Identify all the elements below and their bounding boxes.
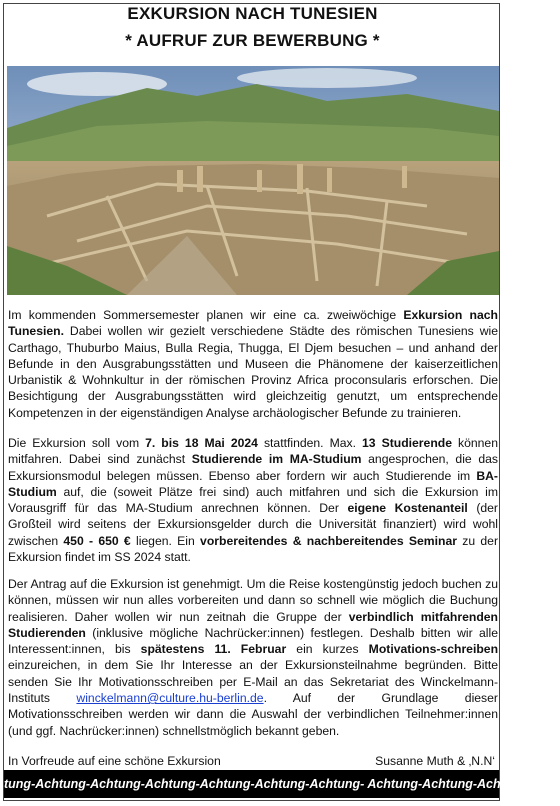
text-span: Dabei wollen wir gezielt verschiedene Städte des römischen Tunesiens wie Carthago, Thuburbo Maius, Bulla Regia, Thugga, El Djem besuchen – und anhand der Befunde in den Ausgrabungsstätten und Museen die Phänomene der kaiserzeitlichen Urbanistik & Wohnkultur in der römischen Provinz Africa proconsularis erforschen. Die Besichtigung der Ausgrabungsstätten wird gleichzeitig genutzt, um entsprechende Kompetenzen in der eigenständigen Analyse archäologischer Befunde zu trainieren. [8,324,498,420]
signature: Susanne Muth & ‚N.N‘ [375,754,495,768]
bold-text: Studierende im MA-Studium [191,452,362,467]
text-span: ein kurzes [286,642,369,657]
text-span: (inklusive mögliche Nachrücker:innen) festlegen. Deshalb bitten wir alle Interessent:innen, bis [8,625,498,657]
text-span: können mitfahren. Dabei sind zunächst [8,436,498,467]
email-link[interactable]: winckelmann@culture.hu-berlin.de [76,691,264,706]
text-span: auf, die (soweit Plätze frei sind) auch mitfahren und sich die Exkursion im Vorausgriff für das MA-Studium anrechnen können. Der [8,484,498,516]
bold-text: 7. bis 18 Mai 2024 [145,436,258,450]
bold-text: verbindlich mitfahrenden Studierenden [8,609,498,640]
details-paragraph [8,435,498,565]
text-span: (der Großteil wird seitens der Exkursionsgelder durch die Universität finanziert) wird wohl zwischen [8,501,498,548]
text-span: Die Exkursion soll vom [8,436,146,450]
bold-text: Motivations-schreiben [368,642,499,657]
bold-text: BA-Studium [8,468,498,499]
page-subtitle: * AUFRUF ZUR BEWERBUNG * [125,31,380,50]
page-title: EXKURSION NACH TUNESIEN [127,4,378,23]
bold-text: 450 - 650 € [63,533,131,548]
ruins-photo-illustration [7,66,499,295]
bold-text: Exkursion nach Tunesien. [8,308,498,339]
text-span: angesprochen, die das Exkursionsmodul belegen müssen. Ebenso aber fordern wir auch Studierende im [8,452,498,483]
bold-text: 13 Studierende [362,436,452,450]
text-span: . Auf der Grundlage dieser Motivationsschreiben werden wir dann die Auswahl der verbindlichen Teilnehmer:innen (und ggf. Nachrücker:innen) schnellstmöglich bekannt geben. [8,691,498,738]
text-span: zu der Exkursion findet im SS 2024 statt. [8,533,499,565]
closing-line: In Vorfreude auf eine schöne Exkursion [8,754,221,768]
text-span: liegen. Ein [130,533,201,548]
intro-paragraph [8,307,498,421]
text-span: stattfinden. Max. [257,436,362,450]
bold-text: vorbereitendes & nachbereitendes Seminar [200,533,457,548]
ruins-photo [7,66,499,295]
text-span: Im kommenden Sommersemester planen wir eine ca. zweiwöchige [8,308,404,322]
bold-text: spätestens 11. Februar [140,642,287,657]
text-span: einzureichen, in dem Sie Ihr Interesse an der Exkursionsteilnahme begründen. Bitte senden Sie Ihr Motivationsschreiben per E-Mail an das Sekretariat des Winckelmann-Instituts [8,658,498,706]
attention-banner: tung-Achtung-Achtung-Achtung-Achtung-Achtung-Achtung- Achtung-Achtung-Achtung-Acht [4,770,499,798]
text-span: Der Antrag auf die Exkursion ist genehmigt. Um die Reise kostengünstig jedoch buchen zu können, müssen wir nun alles vorbereiten und dann so schnell wie möglich die Buchung realisieren. Daher wollen wir nun zeitnah die Gruppe der [8,577,498,624]
bold-text: eigene Kostenanteil [347,501,468,516]
application-paragraph [8,576,498,739]
